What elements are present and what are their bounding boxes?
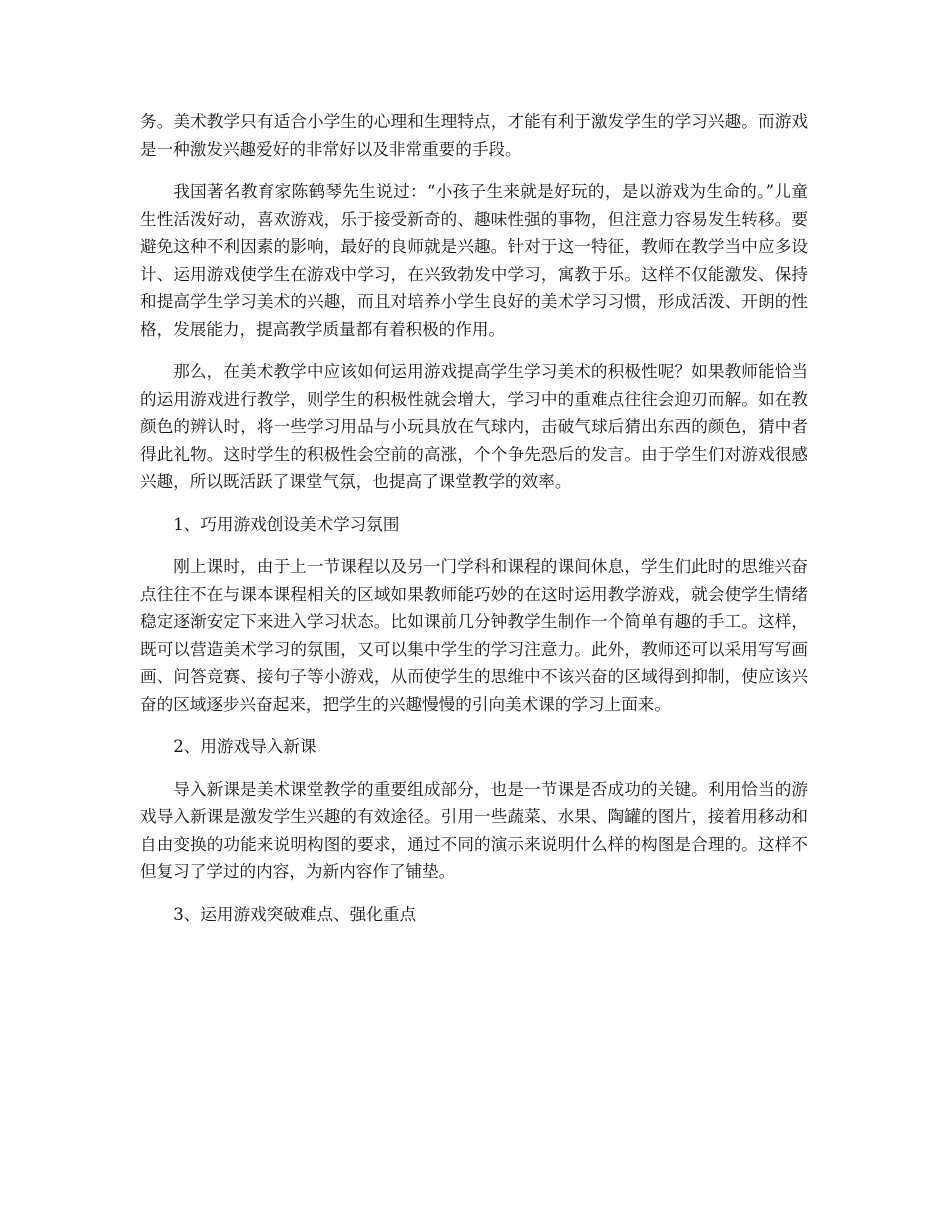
section-heading-2: 2、用游戏导入新课 [173,737,317,756]
paragraph-continuation: 务。美术教学只有适合小学生的心理和生理特点，才能有利于激发学生的学习兴趣。而游戏是一种激发兴趣爱好的非常好以及非常重要的手段。 [140,112,808,159]
paragraph-game-enthusiasm: 那么，在美术教学中应该如何运用游戏提高学生学习美术的积极性呢？如果教师能恰当的运用游戏进行教学，则学生的积极性就会增大，学习中的重难点往往会迎刃而解。如在教颜色的辨认时，将一些学习用品与小玩具放在气球内，击破气球后猜出东西的颜色，猜中者得此礼物。这时学生的积极性会空前的高涨，个个争先恐后的发言。由于学生们对游戏很感兴趣，所以既活跃了课堂气氛，也提高了课堂教学的效率。 [140,362,808,491]
document-body [140,108,808,943]
section-heading-1: 1、巧用游戏创设美术学习氛围 [173,514,400,534]
paragraph-learning-atmosphere: 刚上课时，由于上一节课程以及另一门学科和课程的课间休息，学生们此时的思维兴奋点往往不在与课本课程相关的区域如果教师能巧妙的在这时运用教学游戏，就会使学生情绪稳定逐渐安定下来进入学习状态。比如课前几分钟教学生制作一个简单有趣的手工。这样，既可以营造美术学习的氛围，又可以集中学生的学习注意力。此外，教师还可以采用写写画画、问答竞赛、接句子等小游戏，从而使学生的思维中不该兴奋的区域得到抑制，使应该兴奋的区域逐步兴奋起来，把学生的兴趣慢慢的引向美术课的学习上面来。 [140,557,808,714]
paragraph-chen-heqin-quote: 我国著名教育家陈鹤琴先生说过：“小孩子生来就是好玩的，是以游戏为生命的。”儿童生性活泼好动，喜欢游戏，乐于接受新奇的、趣味性强的事物，但注意力容易发生转移。要避免这种不利因素的影响，最好的良师就是兴趣。针对于这一特征，教师在教学当中应多设计、运用游戏使学生在游戏中学习，在兴致勃发中学习，寓教于乐。这样不仅能激发、保持和提高学生学习美术的兴趣，而且对培养小学生良好的美术学习习惯，形成活泼、开朗的性格，发展能力，提高教学质量都有着积极的作用。 [140,182,808,339]
paragraph-new-lesson: 导入新课是美术课堂教学的重要组成部分，也是一节课是否成功的关键。利用恰当的游戏导入新课是激发学生兴趣的有效途径。引用一些蔬菜、水果、陶罐的图片，接着用移动和自由变换的功能来说明构图的要求，通过不同的演示来说明什么样的构图是合理的。这样不但复习了学过的内容，为新内容作了铺垫。 [140,779,808,881]
section-heading-3: 3、运用游戏突破难点、强化重点 [173,904,417,924]
